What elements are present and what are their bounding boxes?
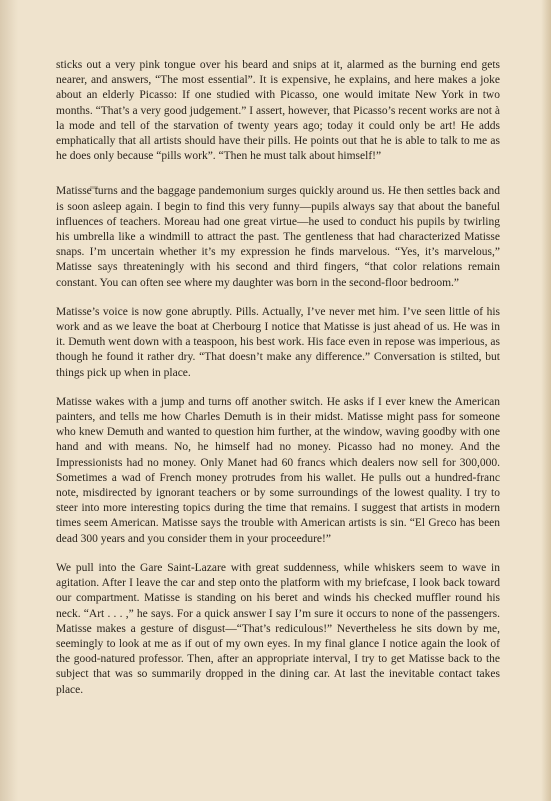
page-gutter-shadow bbox=[0, 0, 18, 801]
paragraph-3: Matisse’s voice is now gone abruptly. Pills. Actually, I’ve never met him. I’ve seen little of his work and as we leave the boat at Cherbourg I notice that Matisse is just ahead of us. He was in it. Demuth went down with a teaspoon, his best work. His face even in repose was imperious, as though he found it rather dry. “That doesn’t make any difference.” Conversation is stilted, but things pick up when in place. bbox=[56, 305, 500, 379]
page-edge-shadow bbox=[541, 0, 551, 801]
paragraph-2: Matisse turns and the baggage pandemonium surges quickly around us. He then settles back and is soon asleep again. I begin to find this very funny—pupils always say that about the baneful influences of teachers. Moreau had one great virtue—he used to conduct his pupils by twirling his umbrella like a windmill to attract the past. The gentleness that had characterized Matisse snaps. I’m uncertain whether it’s my expression he finds marvelous. “Yes, it’s marvelous,” Matisse says threateningly with his second and third fingers, “that color relations remain constant. You can often see where my daughter was born in the second-floor bedroom.” bbox=[56, 185, 500, 289]
paragraph-1: sticks out a very pink tongue over his beard and snips at it, alarmed as the burning end gets nearer, and answers, “The most essential”. It is expensive, he explains, and here makes a joke about an elderly Picasso: If one studied with Picasso, one would imitate New York in two months. “That’s a very good judgement.” I assert, however, that Picasso’s recent works are not à la mode and tell of the starvation of twenty years ago; today it could only be art! He adds emphatically that all artists should have their pills. He points out that he is able to talk to me as he does only because “pills work”. “Then he must talk about himself!” bbox=[56, 59, 500, 163]
page-body bbox=[56, 58, 500, 712]
paragraph-4: Matisse wakes with a jump and turns off another switch. He asks if I ever knew the American painters, and tells me how Charles Demuth is in their midst. Matisse might pass for someone who knew Demuth and wanted to question him further, at the window, waving goodby with one hand and with means. No, he himself had no money. Picasso had no money. And the Impressionists had no money. Only Manet had 60 francs which dealers now sell for 300,000. Sometimes a wad of French money protrudes from his wallet. He pulls out a hundred-franc note, misdirected by ignorant teachers or by some surroundings of the lowest quality. I try to steer into more interesting topics during the time that remains. I suggest that artists in modern times seem American. Matisse says the trouble with American artists is sin. “El Greco has been dead 300 years and you consider them in your proceedure!” bbox=[56, 395, 500, 545]
paragraph-5: We pull into the Gare Saint-Lazare with great suddenness, while whiskers seem to wave in agitation. After I leave the car and step onto the platform with my briefcase, I look back toward our compartment. Matisse is standing on his beret and winds his checked muffler round his neck. “Art . . . ,” he says. For a quick answer I say I’m sure it occurs to none of the passengers. Matisse makes a gesture of disgust—“That’s rediculous!” Nevertheless he sits down by me, seemingly to look at me as if out of my own eyes. In my final glance I notice again the look of the good-natured professor. Then, after an appropriate interval, I try to get Matisse back to the subject that was so summarily dropped in the dining car. At last the inevitable contact takes place. bbox=[56, 561, 500, 696]
